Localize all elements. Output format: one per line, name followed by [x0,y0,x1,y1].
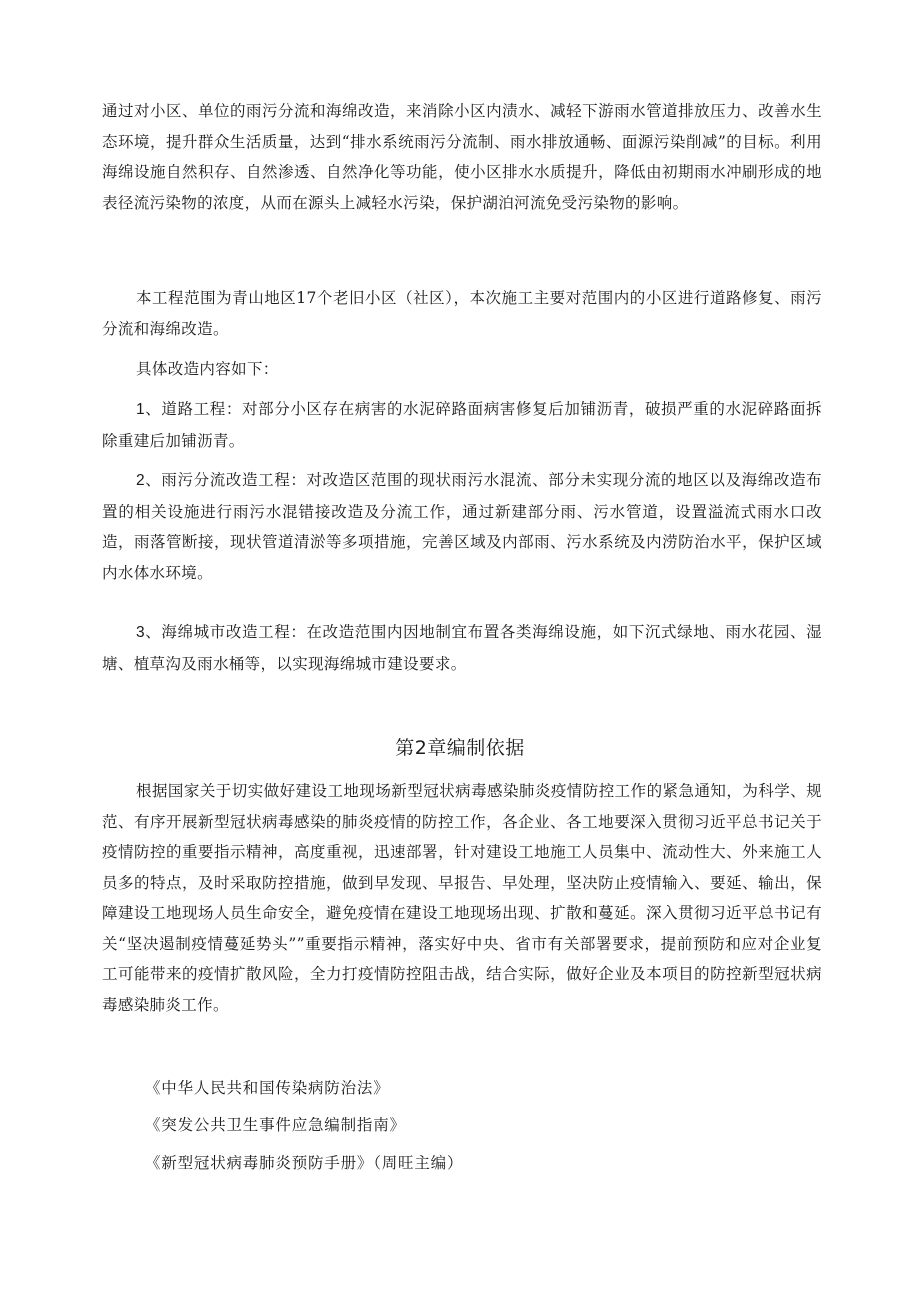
list-item-sponge-city [102,617,822,679]
reference-item: 《突发公共卫生事件应急编制指南》 [145,1116,406,1134]
chapter-body-paragraph: 根据国家关于切实做好建设工地现场新型冠状病毒感染肺炎疫情防控工作的紧急通知，为科学、规范、有序开展新型冠状病毒感染的肺炎疫情的防控工作，各企业、各工地要深入贯彻习近平总书记关于疫情防控的重要指示精神，高度重视，迅速部署，针对建设工地施工人员集中、流动性大、外来施工人员多的特点，及时采取防控措施，做到早发现、早报告、早处理，坚决防止疫情输入、要延、输出，保障建设工地现场人员生命安全，避免疫情在建设工地现场出现、扩散和蔓延。深入贯彻习近平总书记有关“坚决遏制疫情蔓延势头””重要指示精神，落实好中央、省市有关部署要求，提前预防和应对企业复工可能带来的疫情扩散风险，全力打疫情防控阻击战，结合实际，做好企业及本项目的防控新型冠状病毒感染肺炎工作。 [102,782,822,1014]
content-intro-paragraph: 具体改造内容如下： [136,360,279,378]
list-item-number: 1、 [136,401,162,418]
list-item-text: 海绵城市改造工程：在改造范围内因地制宜布置各类海绵设施，如下沉式绿地、雨水花园、湿塘、植草沟及雨水桶等，以实现海绵城市建设要求。 [102,623,822,673]
reference-item: 《新型冠状病毒肺炎预防手册》（周旺主编） [145,1154,464,1172]
list-item-rain-sewage-separation [102,465,822,588]
reference-item: 《中华人民共和国传染病防治法》 [145,1079,390,1097]
intro-paragraph: 通过对小区、单位的雨污分流和海绵改造，来消除小区内渍水、减轻下游雨水管道排放压力、改善水生态环境，提升群众生活质量，达到“排水系统雨污分流制、雨水排放通畅、面源污染削减”的目标。利用海绵设施自然积存、自然渗透、自然净化等功能，使小区排水水质提升，降低由初期雨水冲刷形成的地表径流污染物的浓度，从而在源头上减轻水污染，保护湖泊河流免受污染物的影响。 [102,102,822,212]
list-item-number: 2、 [136,472,162,489]
chapter-title: 第2章编制依据 [395,737,525,759]
scope-paragraph: 本工程范围为青山地区17个老旧小区（社区），本次施工主要对范围内的小区进行道路修复、雨污分流和海绵改造。 [102,289,822,338]
list-item-road-works [102,394,822,456]
list-item-text: 雨污分流改造工程：对改造区范围的现状雨污水混流、部分未实现分流的地区以及海绵改造布置的相关设施进行雨污水混错接改造及分流工作，通过新建部分雨、污水管道，设置溢流式雨水口改造，雨落管断接，现状管道清淤等多项措施，完善区域及内部雨、污水系统及内涝防治水平，保护区域内水体水环境。 [102,471,822,582]
list-item-text: 道路工程：对部分小区存在病害的水泥碎路面病害修复后加铺沥青，破损严重的水泥碎路面拆除重建后加铺沥青。 [102,400,822,450]
list-item-number: 3、 [136,624,162,641]
